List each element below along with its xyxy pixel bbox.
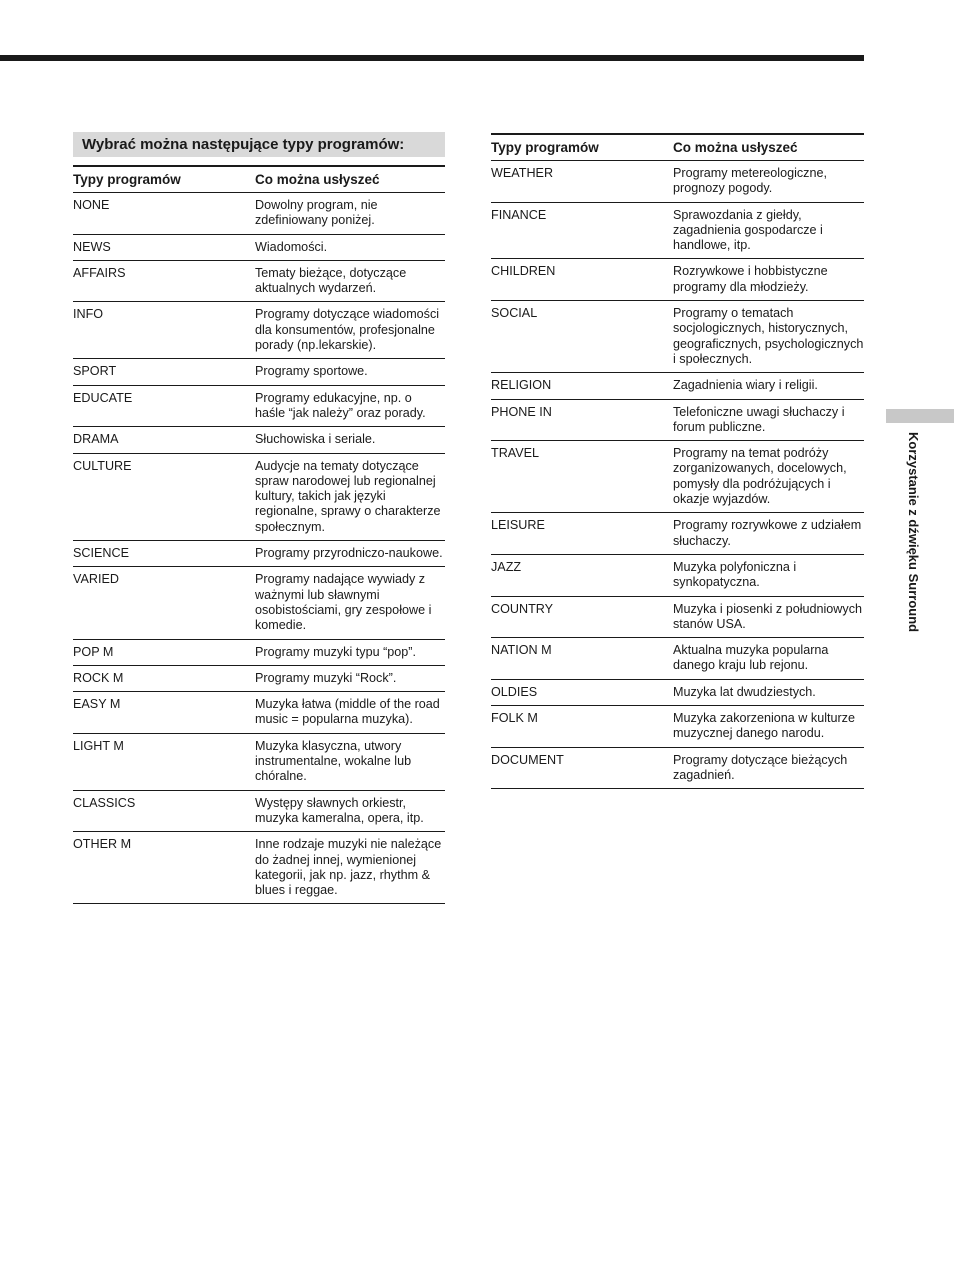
- table-row: [73, 453, 445, 540]
- program-type-cell: RELIGION: [491, 373, 673, 399]
- program-type-cell: EASY M: [73, 692, 255, 734]
- table-row: [73, 639, 445, 665]
- program-description-cell: Inne rodzaje muzyki nie należące do żadnej innej, wymienionej kategorii, jak np. jazz, rhythm & blues i reggae.: [255, 832, 445, 904]
- program-description-cell: Rozrywkowe i hobbistyczne programy dla młodzieży.: [673, 259, 864, 301]
- program-type-cell: TRAVEL: [491, 441, 673, 513]
- program-type-cell: CULTURE: [73, 453, 255, 540]
- table-row: [491, 513, 864, 555]
- program-description-cell: Programy o tematach socjologicznych, historycznych, geograficznych, psychologicznych i społecznych.: [673, 301, 864, 373]
- table-header-row: [73, 166, 445, 193]
- table-row: [491, 202, 864, 259]
- program-type-cell: SPORT: [73, 359, 255, 385]
- table-row: [491, 638, 864, 680]
- program-description-cell: Aktualna muzyka popularna danego kraju lub rejonu.: [673, 638, 864, 680]
- program-description-cell: Muzyka i piosenki z południowych stanów USA.: [673, 596, 864, 638]
- table-row: [491, 596, 864, 638]
- program-description-cell: Programy rozrywkowe z udziałem słuchaczy.: [673, 513, 864, 555]
- program-description-cell: Audycje na tematy dotyczące spraw narodowej lub regionalnej kultury, takich jak języki regionalne, sprawy o charakterze społecznym.: [255, 453, 445, 540]
- program-description-cell: Sprawozdania z giełdy, zagadnienia gospodarcze i handlowe, itp.: [673, 202, 864, 259]
- program-type-cell: FINANCE: [491, 202, 673, 259]
- program-types-table-left: [73, 165, 445, 904]
- program-type-cell: JAZZ: [491, 554, 673, 596]
- table-row: [73, 665, 445, 691]
- program-description-cell: Wiadomości.: [255, 234, 445, 260]
- program-description-cell: Tematy bieżące, dotyczące aktualnych wydarzeń.: [255, 260, 445, 302]
- program-description-cell: Muzyka lat dwudziestych.: [673, 679, 864, 705]
- program-description-cell: Programy metereologiczne, prognozy pogody.: [673, 161, 864, 203]
- program-type-cell: PHONE IN: [491, 399, 673, 441]
- program-description-cell: Programy muzyki typu “pop”.: [255, 639, 445, 665]
- side-section-label: Korzystanie z dźwięku Surround: [906, 432, 921, 633]
- table-row: [73, 385, 445, 427]
- side-tab-marker: [886, 409, 954, 423]
- program-description-cell: Muzyka łatwa (middle of the road music = popularna muzyka).: [255, 692, 445, 734]
- program-type-cell: FOLK M: [491, 706, 673, 748]
- program-description-cell: Programy przyrodniczo-naukowe.: [255, 541, 445, 567]
- program-type-cell: OTHER M: [73, 832, 255, 904]
- table-row: [491, 679, 864, 705]
- table-row: [73, 234, 445, 260]
- program-type-cell: CHILDREN: [491, 259, 673, 301]
- program-description-cell: Programy muzyki “Rock”.: [255, 665, 445, 691]
- program-description-cell: Muzyka klasyczna, utwory instrumentalne, wokalne lub chóralne.: [255, 733, 445, 790]
- table-row: [73, 541, 445, 567]
- table-row: [491, 441, 864, 513]
- program-description-cell: Telefoniczne uwagi słuchaczy i forum publiczne.: [673, 399, 864, 441]
- table-row: [73, 359, 445, 385]
- table-row: [73, 692, 445, 734]
- program-type-cell: DRAMA: [73, 427, 255, 453]
- program-type-cell: LEISURE: [491, 513, 673, 555]
- table-row: [491, 161, 864, 203]
- program-type-cell: WEATHER: [491, 161, 673, 203]
- program-type-cell: POP M: [73, 639, 255, 665]
- program-description-cell: Dowolny program, nie zdefiniowany poniżej.: [255, 193, 445, 235]
- program-type-cell: LIGHT M: [73, 733, 255, 790]
- table-body-right: [491, 161, 864, 789]
- table-row: [73, 567, 445, 639]
- program-description-cell: Zagadnienia wiary i religii.: [673, 373, 864, 399]
- table-row: [491, 706, 864, 748]
- program-type-cell: AFFAIRS: [73, 260, 255, 302]
- program-type-cell: NEWS: [73, 234, 255, 260]
- program-description-cell: Programy nadające wywiady z ważnymi lub sławnymi osobistościami, gry zespołowe i komedie.: [255, 567, 445, 639]
- table-row: [491, 259, 864, 301]
- program-type-cell: OLDIES: [491, 679, 673, 705]
- table-row: [73, 733, 445, 790]
- table-row: [73, 302, 445, 359]
- table-row: [491, 747, 864, 789]
- program-type-cell: CLASSICS: [73, 790, 255, 832]
- program-type-cell: NONE: [73, 193, 255, 235]
- table-row: [491, 554, 864, 596]
- section-heading: Wybrać można następujące typy programów:: [73, 132, 445, 157]
- table-row: [491, 399, 864, 441]
- column-header-type: Typy programów: [491, 134, 673, 161]
- program-type-cell: SCIENCE: [73, 541, 255, 567]
- program-type-cell: DOCUMENT: [491, 747, 673, 789]
- table-row: [73, 260, 445, 302]
- program-type-cell: INFO: [73, 302, 255, 359]
- program-description-cell: Programy dotyczące bieżących zagadnień.: [673, 747, 864, 789]
- program-type-cell: NATION M: [491, 638, 673, 680]
- program-description-cell: Programy dotyczące wiadomości dla konsumentów, profesjonalne porady (np.lekarskie).: [255, 302, 445, 359]
- table-row: [491, 301, 864, 373]
- table-header-row: [491, 134, 864, 161]
- program-description-cell: Występy sławnych orkiestr, muzyka kameralna, opera, itp.: [255, 790, 445, 832]
- program-description-cell: Programy edukacyjne, np. o haśle “jak należy” oraz porady.: [255, 385, 445, 427]
- program-description-cell: Programy na temat podróży zorganizowanych, docelowych, pomysły dla podróżujących i okazje wyjazdów.: [673, 441, 864, 513]
- table-body-left: [73, 193, 445, 904]
- program-description-cell: Słuchowiska i seriale.: [255, 427, 445, 453]
- column-header-type: Typy programów: [73, 166, 255, 193]
- program-type-cell: VARIED: [73, 567, 255, 639]
- top-rule: [0, 55, 864, 61]
- program-type-cell: EDUCATE: [73, 385, 255, 427]
- program-description-cell: Muzyka zakorzeniona w kulturze muzycznej danego narodu.: [673, 706, 864, 748]
- program-description-cell: Muzyka polyfoniczna i synkopatyczna.: [673, 554, 864, 596]
- program-type-cell: ROCK M: [73, 665, 255, 691]
- table-row: [491, 373, 864, 399]
- table-row: [73, 427, 445, 453]
- column-header-description: Co można usłyszeć: [255, 166, 445, 193]
- table-row: [73, 832, 445, 904]
- program-description-cell: Programy sportowe.: [255, 359, 445, 385]
- program-type-cell: COUNTRY: [491, 596, 673, 638]
- program-type-cell: SOCIAL: [491, 301, 673, 373]
- program-types-table-right: [491, 133, 864, 789]
- column-header-description: Co można usłyszeć: [673, 134, 864, 161]
- table-row: [73, 193, 445, 235]
- table-row: [73, 790, 445, 832]
